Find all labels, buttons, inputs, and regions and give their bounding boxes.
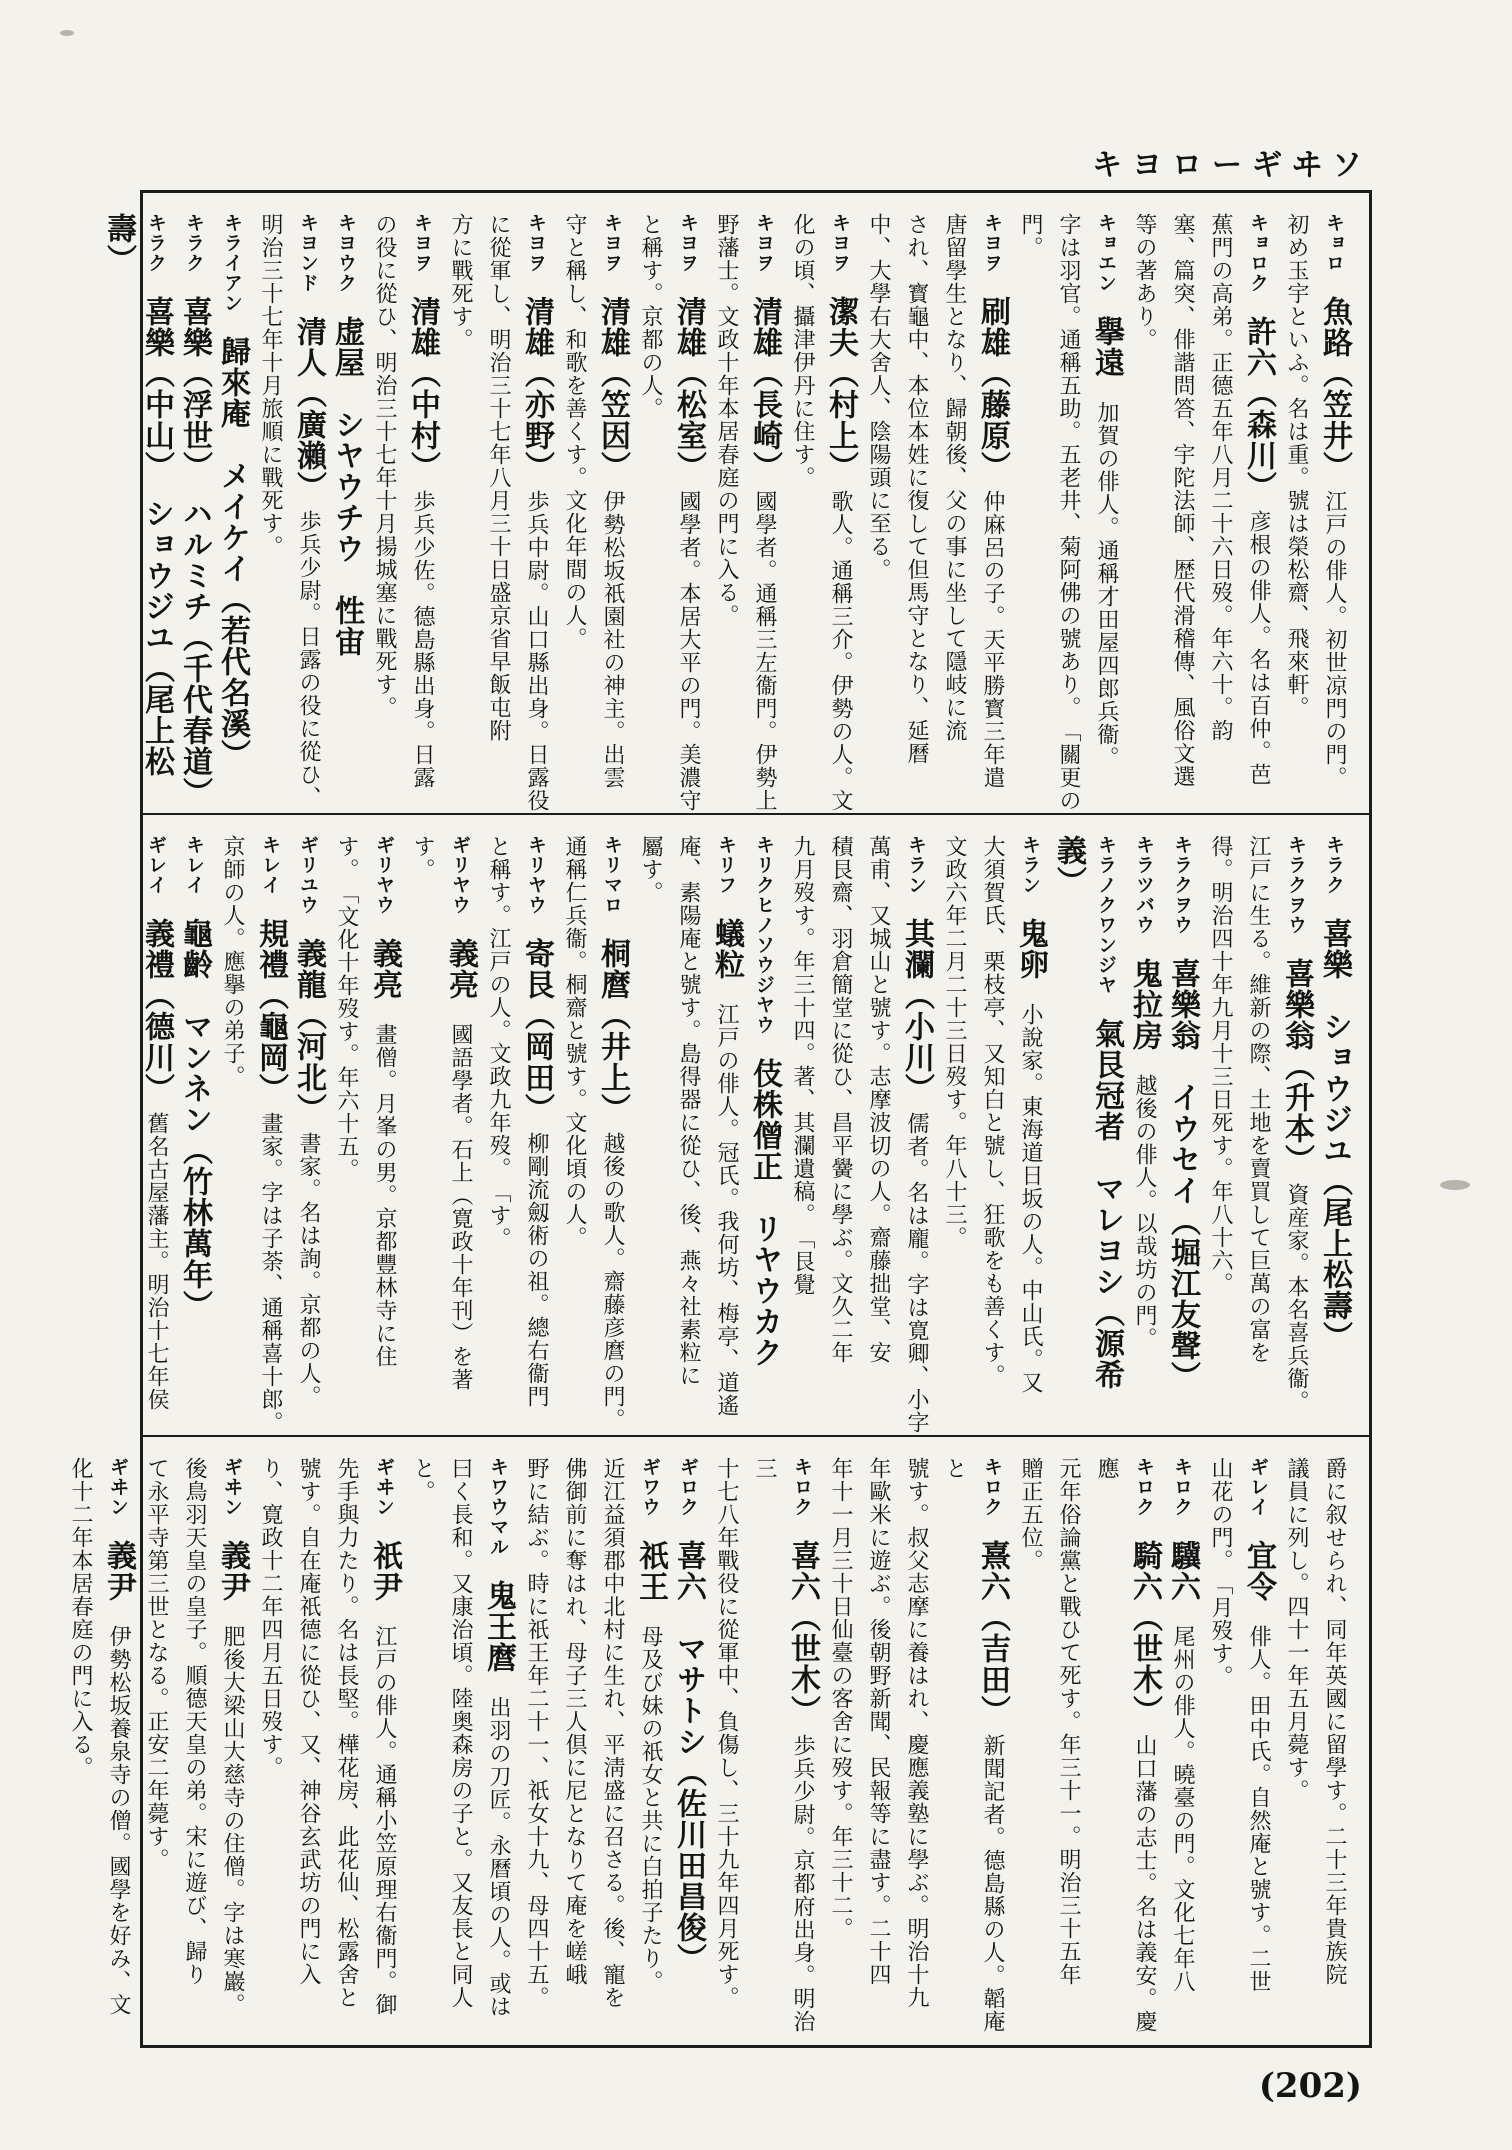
entry-name: 清雄（亦野） (519, 296, 554, 467)
entry-text: 國學者。本居大平の門。美濃守 と稱す。京都の人。 (638, 213, 701, 812)
entry-name: 蟻粒 (709, 918, 744, 980)
dictionary-entry (1011, 1457, 1163, 2051)
entry-name: 鬼卵 (1013, 918, 1048, 980)
entry-name: 義亮 (367, 938, 402, 1000)
entry-name: 魚路（笠井） (1317, 296, 1352, 467)
entry-kana: キラン (1019, 835, 1041, 895)
dictionary-entry (1125, 835, 1163, 1435)
entry-kana: キロク (1171, 1457, 1193, 1517)
entry-text: 江戸の俳人。初世凉門の門。 初め玉宇といふ。名は重。號は榮松齋、飛來軒。 (1284, 213, 1347, 789)
entry-text: 歩兵少佐。德島縣出身。日露 の役に從ひ、明治三十七年十月揚城塞に戰死す。 (372, 213, 435, 789)
dictionary-entry (99, 213, 175, 813)
entry-kana: キリクヒノソウジヤウ (753, 835, 775, 1035)
dictionary-entry (783, 213, 859, 813)
entry-kana: キョロ (1323, 213, 1345, 273)
entry-text: 肥後大梁山大慈寺の住僧。字は寒巖。 後鳥羽天皇の皇子。順德天皇の弟。宋に遊び、歸り て永平寺第三世となる。正安二年薨す。 (144, 1457, 245, 2016)
dictionary-entry (1201, 1457, 1277, 2051)
dictionary-entry (1049, 835, 1125, 1435)
dictionary-entry (441, 213, 555, 813)
entry-text: 歩兵少尉。日露の役に從ひ、 明治三十七年十月旅順に戰死す。 (258, 213, 321, 809)
dictionary-entry (213, 213, 251, 813)
entry-name: 伎株僧正 リヤウカク (747, 1058, 782, 1368)
entry-name: 清人（廣瀨） (291, 316, 326, 487)
entry-kana: キラノクワンジヤ (1095, 835, 1117, 995)
dictionary-entry (1163, 835, 1201, 1435)
dictionary-entry (403, 835, 479, 1435)
entry-name: 喜樂 ショウジユ（尾上松壽） (1317, 918, 1352, 1337)
entry-text: 母及び妹の祇女と共に白拍子たり。 近江益須郡中北村に生れ、平淸盛に召さる。後、寵を 佛御前に奪はれ、母子三人倶に尼となりて庵を嵯峨 野に結ぶ。時に祇王年二十一、祇女十九、母四十五。 (524, 1457, 663, 2009)
dictionary-frame (68, 190, 1372, 2048)
dictionary-entry (403, 1457, 517, 2051)
entry-text: 加賀の俳人。通稱才田屋四郎兵衞。 字は羽官。通稱五助。五老井、菊阿佛の號あり。 「關更の門。 (1018, 213, 1119, 812)
paper-speck (1440, 1180, 1470, 1190)
entry-kana: キヨヲ (829, 213, 851, 273)
entry-name: 義尹 (101, 1540, 136, 1602)
dictionary-entry (1011, 213, 1125, 813)
entry-name: 義尹 (215, 1540, 250, 1602)
entry-name: 騎六（世木） (1127, 1540, 1162, 1711)
dictionary-entry (631, 835, 745, 1435)
entry-kana: キレイ (259, 835, 281, 895)
entry-name: 許六（森川） (1241, 316, 1276, 487)
dictionary-entry (175, 213, 213, 813)
dictionary-entry (517, 1457, 669, 2051)
entry-name: 清雄（笠因） (595, 296, 630, 467)
dictionary-entry (821, 1457, 1011, 2051)
entry-kana: ギロク (677, 1457, 699, 1517)
entry-name: 桐麿（井上） (595, 938, 630, 1109)
entry-kana: ギリユウ (297, 835, 319, 915)
running-head: キヨローギヰソ (1092, 148, 1372, 183)
entry-kana: ギリヤウ (449, 835, 471, 915)
entry-text: 國語學者。石上（寛政十年刊）を著 す。 (410, 835, 473, 1391)
entry-name: 龜齡 マンネン（竹林萬年） (177, 918, 212, 1306)
entry-kana: キロク (981, 1457, 1003, 1517)
dictionary-entry (251, 213, 327, 813)
dictionary-entry (707, 1457, 821, 2051)
entry-name: 祇王 (633, 1540, 668, 1602)
entry-name: 喜樂翁 イウセイ（堀江友聲） (1165, 958, 1200, 1377)
entry-name: 擧遠 (1089, 316, 1124, 378)
entry-kana: キヨヲ (525, 213, 547, 273)
entry-text: 山口藩の志士。名は義安。慶應 元年俗論黨と戰ひて死す。年三十一。明治三十五年 贈正五位。 (1018, 1457, 1157, 2033)
entry-kana: キリヤウ (525, 835, 547, 915)
dictionary-entry (555, 835, 631, 1435)
entry-kana: ギヰン (221, 1457, 243, 1517)
entry-text: 尾州の俳人。曉臺の門。文化七年八 (1170, 1625, 1195, 1993)
dictionary-entry (327, 835, 403, 1435)
entry-text: 越後の歌人。齋藤彦麿の門。 通稱仁兵衞。桐齋と號す。文化頃の人。 (562, 835, 625, 1431)
entry-kana: キリマロ (601, 835, 623, 915)
entry-kana: キレイ (183, 835, 205, 895)
entry-kana: キヨヲ (753, 213, 775, 273)
entry-kana: ギレイ (145, 835, 167, 895)
entry-name: 氣艮冠者 マレヨシ（源希 義） (1051, 835, 1124, 1390)
entry-kana: ギヰン (107, 1457, 129, 1517)
entry-name: 清雄（中村） (405, 296, 440, 467)
entry-name: 其瀾（小川） (899, 918, 934, 1089)
tier-bottom (68, 1435, 1369, 2051)
entry-text: 仲麻呂の子。天平勝寳三年遣 唐留學生となり、歸朝後、父の事に坐して隱岐に流 され、寳龜中、本位本姓に復して但馬守となり、延曆 中、大學右大舍人、陰陽頭に至る。 (866, 213, 1005, 789)
entry-kana: キヨヲ (601, 213, 623, 273)
entry-text: 柳剛流劔術の祖。總右衞門 と稱す。江戸の人。文政九年歿。 「す。 (486, 835, 549, 1408)
entry-kana: キヨヲ (411, 213, 433, 273)
dictionary-entry (1125, 213, 1277, 813)
entry-text: 書家。名は詢。京都の人。 (296, 1132, 321, 1408)
entry-name: 喜樂（浮世） ハルミチ（千代春道） (177, 296, 212, 793)
entry-text: 俳人。田中氏。自然庵と號す。二世 山花の門。 「月歿す。 (1208, 1457, 1271, 1993)
dictionary-entry (1201, 835, 1315, 1435)
entry-name: 喜六（世木） (785, 1540, 820, 1711)
entry-kana: キラク (145, 213, 167, 273)
entry-kana: ギレイ (1247, 1457, 1269, 1517)
entry-kana: キラツバウ (1133, 835, 1155, 935)
entry-kana: キライアン (221, 213, 243, 313)
dictionary-entry (1277, 1457, 1353, 2051)
dictionary-entry (1277, 213, 1353, 813)
entry-kana: キラクヲウ (1285, 835, 1307, 935)
entry-kana: ギワウ (639, 1457, 661, 1517)
entry-text: 國學者。通稱三左衞門。伊勢上 野藩士。文政十年本居春庭の門に入る。 (714, 213, 777, 812)
entry-kana: ギヰン (373, 1457, 395, 1517)
entry-text: 江戸の俳人。冠氏。我何坊、梅亭、道遙 庵、素陽庵と號す。島得器に從ひ、後、燕々社素粒に 屬す。 (638, 835, 739, 1417)
entry-kana: キラン (905, 835, 927, 895)
entry-name: 喜樂（中山） ショウジユ（尾上松壽） (101, 213, 174, 777)
dictionary-entry (137, 1457, 251, 2051)
entry-name: 清雄（長崎） (747, 296, 782, 467)
entry-text: 畫家。字は子荼、通稱喜十郎。 京師の人。應擧の弟子。 (220, 835, 283, 1434)
entry-name: 熹六（吉田） (975, 1540, 1010, 1711)
dictionary-entry (289, 835, 327, 1435)
entry-name: 歸來庵 メイケイ（若代名溪） (215, 336, 250, 755)
entry-kana: キヨヲ (677, 213, 699, 273)
entry-name: 義亮 (443, 938, 478, 1000)
paper-speck (60, 30, 74, 36)
dictionary-entry (631, 213, 707, 813)
entry-kana: キヨウク (335, 213, 357, 293)
entry-text: 舊名古屋藩主。明治十七年侯 (144, 1112, 169, 1411)
dictionary-entry (669, 1457, 707, 2051)
entry-kana: キワウマル (487, 1457, 509, 1557)
entry-kana: キョロク (1247, 213, 1269, 293)
entry-text: 儒者。名は龐。字は寛卿、小字 萬甫、又城山と號す。志摩波切の人。齋藤拙堂、安 積艮齋、羽倉簡堂に從ひ、昌平黌に學ぶ。文久二年 九月歿す。年三十四。著、其瀾遺稿。 「艮覺 (790, 835, 929, 1434)
entry-text: 新聞記者。德島縣の人。韜庵と 號す。叔父志摩に養はれ、慶應義塾に學ぶ。明治十九 年歐米に遊ぶ。後朝野新聞、民報等に盡す。二十四 年十一月三十日仙臺の客舍に歿す。年三十二。 (828, 1457, 1005, 2033)
entry-kana: キヨヲ (981, 213, 1003, 273)
entry-name: 喜樂翁（升本） (1279, 958, 1314, 1160)
dictionary-entry (859, 213, 1011, 813)
entry-name: 寄艮（岡田） (519, 938, 554, 1109)
dictionary-entry (745, 835, 783, 1435)
tier-middle (139, 813, 1369, 1435)
entry-text: 畫僧。月峯の男。京都豐林寺に住 す。 「文化十年歿す。年六十五。 (334, 835, 397, 1368)
tier-top (101, 193, 1369, 813)
dictionary-entry (1315, 835, 1353, 1435)
dictionary-entry (555, 213, 631, 813)
dictionary-entry (327, 213, 365, 813)
entry-text: 爵に叙せられ、同年英國に留學す。二十三年貴族院 議員に列し。四十一年五月薨す。 (1284, 1457, 1347, 1986)
entry-name: 刷雄（藤原） (975, 296, 1010, 467)
entry-text: 歩兵少尉。京都府出身。明治三 十七八年戰役に從軍中、負傷し、三十九年四月死す。 (714, 1457, 815, 2033)
entry-text: 歩兵中尉。山口縣出身。日露役 に從軍し、明治三十七年八月三十日盛京省早飯屯附 方に戰死す。 (448, 213, 549, 812)
entry-name: 祇尹 (367, 1540, 402, 1602)
entry-text: 伊勢松坂養泉寺の僧。國學を好み、文 化十二年本居春庭の門に入る。 (68, 1457, 131, 2016)
entry-text: 出羽の刀匠。永曆頃の人。或は 曰く長和。又康治頃。陸奥森房の子と。又友長と同人 と。 (410, 1457, 511, 2018)
entry-kana: キヨンド (297, 213, 319, 293)
entry-name: 鬼拉房 (1127, 958, 1162, 1051)
entry-text: 彦根の俳人。名は百仲。芭 蕉門の高弟。正德五年八月二十六日歿。年六十。韵 塞、篇突、俳諧問答、宇陀法師、歴代滑稽傳、風俗文選 等の著あり。 (1132, 213, 1271, 788)
entry-text: 歌人。通稱三介。伊勢の人。文 化の頃、攝津伊丹に住す。 (790, 213, 853, 812)
dictionary-entry (137, 835, 175, 1435)
entry-kana: ギリヤウ (373, 835, 395, 915)
dictionary-entry (175, 835, 213, 1435)
entry-text: 小說家。東海道日坂の人。中山氏。又 大須賀氏、栗枝亭、又知白と號し、狂歌をも善くす。 文政六年二月二十三日歿す。年八十三。 (942, 835, 1043, 1394)
entry-name: 鬼王麿 (481, 1580, 516, 1673)
dictionary-entry (707, 213, 783, 813)
dictionary-entry (251, 1457, 403, 2051)
entry-kana: キョエン (1095, 213, 1117, 293)
entry-text: 江戸の俳人。通稱小笠原理右衞門。御 先手與力たり。名は長堅。樺花房、此花仙、松露舍と 號す。自在庵祇德に從ひ、又、神谷玄武坊の門に入 り、寛政十二年四月五日歿す。 (258, 1457, 397, 2016)
dictionary-entry (479, 835, 555, 1435)
entry-kana: キラク (1323, 835, 1345, 895)
dictionary-entry (365, 213, 441, 813)
entry-kana: キラク (183, 213, 205, 273)
entry-text: 越後の俳人。以哉坊の門。 (1132, 1074, 1157, 1350)
entry-kana: キラクヲウ (1171, 835, 1193, 935)
entry-kana: キリフ (715, 835, 737, 895)
dictionary-entry (1163, 1457, 1201, 2051)
entry-kana: キロク (791, 1457, 813, 1517)
entry-name: 宜令 (1241, 1540, 1276, 1602)
entry-name: 驥六 (1165, 1540, 1200, 1602)
entry-kana: キロク (1133, 1457, 1155, 1517)
entry-name: 義龍（河北） (291, 938, 326, 1109)
dictionary-entry (213, 835, 289, 1435)
entry-name: 義禮（德川） (139, 918, 174, 1089)
page-number: (202) (1258, 2066, 1362, 2106)
dictionary-entry (935, 835, 1049, 1435)
entry-name: 規禮（龜岡） (253, 918, 288, 1089)
entry-name: 清雄（松室） (671, 296, 706, 467)
entry-text: 伊勢松坂祇園社の神主。出雲 守と稱し、和歌を善くす。文化年間の人。 (562, 213, 625, 789)
entry-name: 潔夫（村上） (823, 296, 858, 467)
entry-name: 虚屋 シヤウチウ 性宙 (329, 316, 364, 657)
entry-text: 資産家。本名喜兵衞。 江戸に生る。維新の際、土地を賣買して巨萬の富を 得。明治四十年九月十三日死す。年八十六。 (1208, 835, 1309, 1413)
dictionary-entry (783, 835, 935, 1435)
entry-name: 喜六 マサトシ（佐川田昌俊） (671, 1540, 706, 1959)
dictionary-entry (61, 1457, 137, 2051)
